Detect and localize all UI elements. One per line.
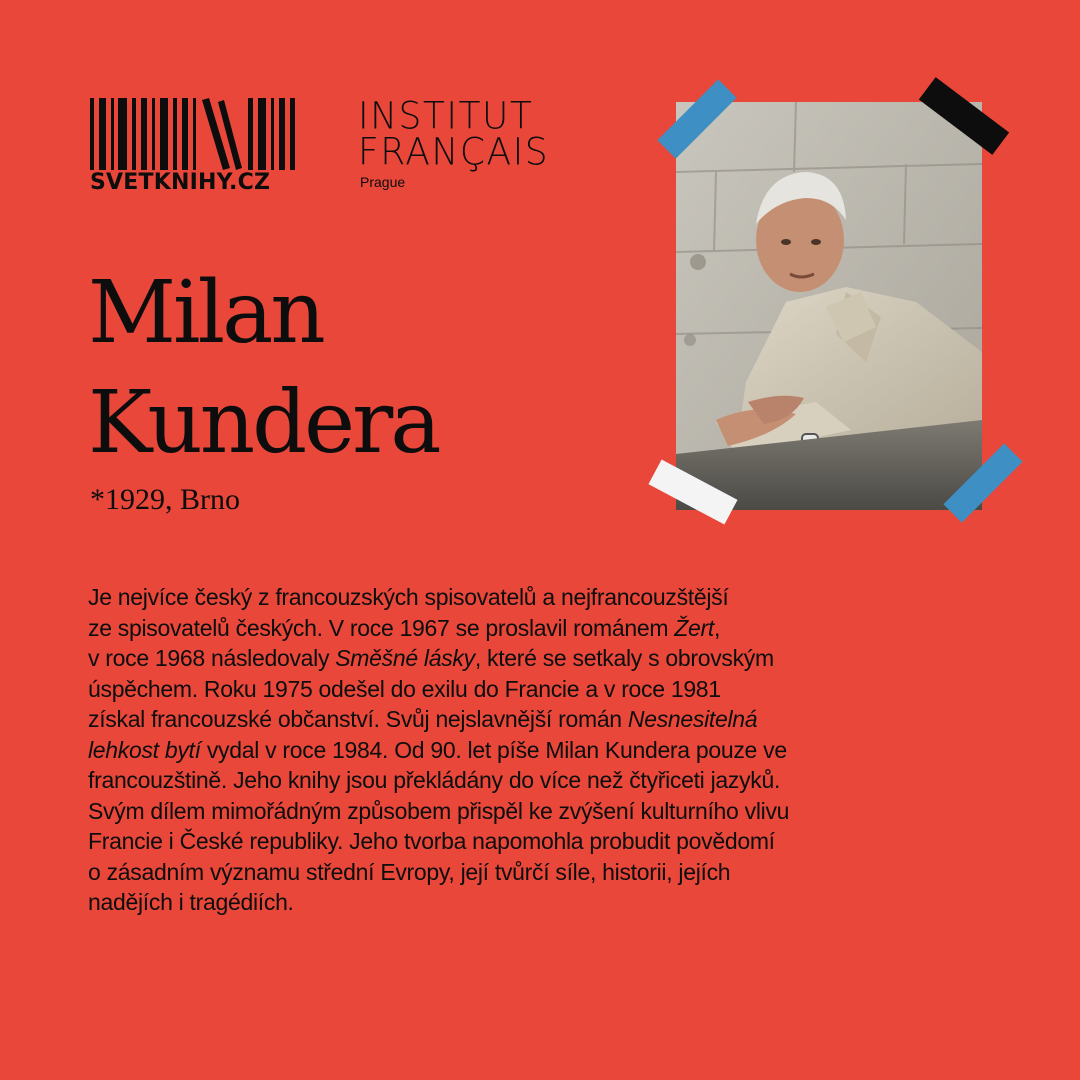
author-name: [88, 258, 608, 478]
bio-line: [88, 735, 1008, 766]
bio-text: ,: [714, 614, 721, 641]
bio-text: v roce 1968 následovaly: [88, 645, 336, 671]
author-birth: *1929, Brno: [90, 483, 240, 516]
institut-logo-city: Prague: [360, 174, 406, 190]
book-title-smesne-lasky: Směšné lásky: [335, 645, 475, 671]
bio-line: francouzštině. Jeho knihy jsou překládány do více než čtyřiceti jazyků.: [88, 767, 781, 793]
book-title-lehkost-byti: lehkost bytí: [88, 736, 201, 763]
barcode-books-icon: [90, 98, 295, 170]
bio-text: ze spisovatelů českých. V roce 1967 se proslavil románem: [88, 614, 675, 641]
biography: [88, 582, 1008, 918]
bio-line: [88, 643, 1008, 674]
book-title-zert: Žert: [674, 614, 714, 641]
svetknihy-logo-text: SVETKNIHY.CZ: [90, 170, 271, 195]
bio-line: [88, 704, 1008, 735]
book-title-nesnesitelna: Nesnesitelná: [627, 706, 758, 732]
bio-line: úspěchem. Roku 1975 odešel do exilu do Francie a v roce 1981: [88, 675, 721, 702]
author-photo: [676, 102, 982, 510]
bio-line: Je nejvíce český z francouzských spisovatelů a nejfrancouzštější: [88, 584, 729, 610]
institut-logo-line2: FRANÇAIS: [358, 130, 550, 174]
institut-francais-logo: [358, 94, 558, 208]
bio-text: , které se setkaly s obrovským: [474, 645, 774, 671]
bio-line: Francie i České republiky. Jeho tvorba napomohla probudit povědomí: [88, 828, 775, 854]
author-first-name: Milan: [88, 263, 323, 363]
bio-line: nadějích i tragédiích.: [88, 889, 294, 915]
bio-text: vydal v roce 1984. Od 90. let píše Milan Kundera pouze ve: [200, 736, 787, 763]
svetknihy-logo: [90, 98, 295, 198]
bio-line: o zásadním významu střední Evropy, její tvůrčí síle, historii, jejích: [88, 858, 731, 885]
institut-logo-line1: INSTITUT: [358, 94, 534, 138]
bio-line: Svým dílem mimořádným způsobem přispěl ke zvýšení kulturního vlivu: [88, 797, 790, 824]
bio-text: získal francouzské občanství. Svůj nejslavnější román: [88, 706, 628, 732]
author-portrait-image: [676, 102, 982, 510]
bio-line: [88, 613, 1008, 644]
author-last-name: Kundera: [88, 373, 439, 473]
